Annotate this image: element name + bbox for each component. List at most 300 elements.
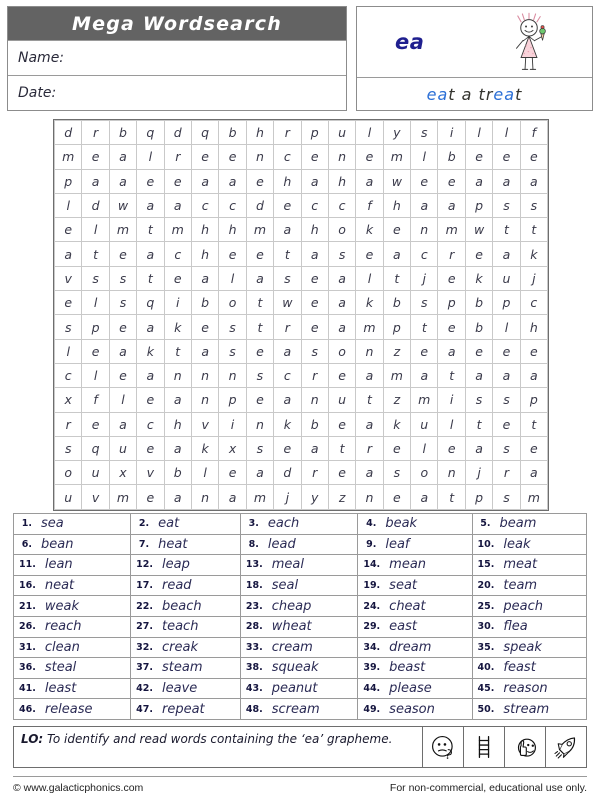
- word-list-item[interactable]: [358, 699, 472, 720]
- grid-cell[interactable]: l: [55, 193, 82, 217]
- grid-cell[interactable]: c: [274, 363, 301, 387]
- grid-cell[interactable]: p: [383, 315, 410, 339]
- grid-cell[interactable]: p: [493, 291, 520, 315]
- grid-cell[interactable]: a: [356, 169, 383, 193]
- grid-cell[interactable]: c: [164, 242, 191, 266]
- grid-cell[interactable]: w: [274, 291, 301, 315]
- grid-cell[interactable]: b: [438, 145, 465, 169]
- grid-cell[interactable]: r: [164, 145, 191, 169]
- grid-cell[interactable]: a: [164, 388, 191, 412]
- name-field[interactable]: [8, 40, 346, 75]
- grid-cell[interactable]: r: [274, 121, 301, 145]
- word-list-item[interactable]: [14, 555, 131, 576]
- grid-cell[interactable]: d: [164, 121, 191, 145]
- grid-cell[interactable]: p: [82, 315, 109, 339]
- word-list-item[interactable]: [358, 658, 472, 679]
- grid-cell[interactable]: s: [493, 485, 520, 509]
- word-list-item[interactable]: [131, 616, 241, 637]
- word-list-item[interactable]: [240, 596, 357, 617]
- word-list-item[interactable]: [14, 699, 131, 720]
- grid-cell[interactable]: s: [55, 436, 82, 460]
- grid-cell[interactable]: e: [383, 436, 410, 460]
- grid-cell[interactable]: e: [109, 363, 136, 387]
- grid-cell[interactable]: c: [411, 242, 438, 266]
- word-list-item[interactable]: [472, 658, 586, 679]
- grid-cell[interactable]: h: [301, 218, 328, 242]
- grid-cell[interactable]: t: [356, 388, 383, 412]
- grid-cell[interactable]: e: [493, 145, 520, 169]
- grid-cell[interactable]: e: [246, 169, 273, 193]
- word-list-item[interactable]: [131, 658, 241, 679]
- grid-cell[interactable]: s: [55, 315, 82, 339]
- grid-cell[interactable]: a: [411, 193, 438, 217]
- word-list-item[interactable]: [358, 575, 472, 596]
- grid-cell[interactable]: e: [411, 169, 438, 193]
- grid-cell[interactable]: e: [137, 388, 164, 412]
- grid-cell[interactable]: s: [411, 291, 438, 315]
- grid-cell[interactable]: c: [301, 193, 328, 217]
- grid-cell[interactable]: x: [55, 388, 82, 412]
- grid-cell[interactable]: t: [520, 412, 547, 436]
- grid-cell[interactable]: q: [137, 291, 164, 315]
- word-list-item[interactable]: [472, 596, 586, 617]
- grid-cell[interactable]: o: [219, 291, 246, 315]
- grid-cell[interactable]: e: [493, 412, 520, 436]
- grid-cell[interactable]: a: [109, 145, 136, 169]
- grid-cell[interactable]: n: [191, 363, 218, 387]
- wordsearch-grid[interactable]: [53, 119, 549, 511]
- grid-cell[interactable]: s: [493, 436, 520, 460]
- word-list-item[interactable]: [240, 616, 357, 637]
- grid-cell[interactable]: n: [246, 412, 273, 436]
- grid-cell[interactable]: a: [520, 363, 547, 387]
- grid-cell[interactable]: t: [137, 218, 164, 242]
- grid-cell[interactable]: e: [301, 145, 328, 169]
- grid-cell[interactable]: s: [465, 388, 492, 412]
- grid-cell[interactable]: s: [411, 121, 438, 145]
- grid-cell[interactable]: a: [164, 193, 191, 217]
- grid-cell[interactable]: m: [383, 363, 410, 387]
- grid-cell[interactable]: b: [164, 461, 191, 485]
- grid-cell[interactable]: n: [328, 145, 355, 169]
- grid-cell[interactable]: l: [465, 121, 492, 145]
- grid-cell[interactable]: a: [356, 363, 383, 387]
- grid-cell[interactable]: h: [191, 242, 218, 266]
- grid-cell[interactable]: o: [411, 461, 438, 485]
- grid-cell[interactable]: a: [137, 242, 164, 266]
- grid-cell[interactable]: s: [520, 193, 547, 217]
- word-list-item[interactable]: [240, 514, 357, 535]
- grid-cell[interactable]: p: [465, 485, 492, 509]
- grid-cell[interactable]: m: [109, 218, 136, 242]
- grid-cell[interactable]: p: [438, 291, 465, 315]
- grid-cell[interactable]: e: [246, 242, 273, 266]
- grid-cell[interactable]: e: [191, 145, 218, 169]
- grid-cell[interactable]: n: [219, 363, 246, 387]
- grid-cell[interactable]: e: [411, 339, 438, 363]
- grid-cell[interactable]: a: [520, 461, 547, 485]
- grid-cell[interactable]: a: [274, 218, 301, 242]
- grid-cell[interactable]: r: [301, 363, 328, 387]
- grid-cell[interactable]: l: [438, 412, 465, 436]
- grid-cell[interactable]: u: [109, 436, 136, 460]
- grid-cell[interactable]: e: [301, 291, 328, 315]
- word-list-item[interactable]: [14, 637, 131, 658]
- grid-cell[interactable]: a: [383, 242, 410, 266]
- grid-cell[interactable]: p: [55, 169, 82, 193]
- grid-cell[interactable]: n: [438, 461, 465, 485]
- grid-cell[interactable]: e: [520, 436, 547, 460]
- grid-cell[interactable]: a: [55, 242, 82, 266]
- grid-cell[interactable]: a: [438, 193, 465, 217]
- grid-cell[interactable]: e: [219, 242, 246, 266]
- grid-cell[interactable]: e: [356, 145, 383, 169]
- grid-cell[interactable]: m: [246, 485, 273, 509]
- grid-cell[interactable]: s: [274, 266, 301, 290]
- grid-cell[interactable]: s: [246, 363, 273, 387]
- grid-cell[interactable]: f: [520, 121, 547, 145]
- grid-cell[interactable]: a: [493, 363, 520, 387]
- grid-cell[interactable]: l: [82, 363, 109, 387]
- grid-cell[interactable]: u: [328, 121, 355, 145]
- word-list-item[interactable]: [358, 637, 472, 658]
- word-list-item[interactable]: [131, 514, 241, 535]
- grid-cell[interactable]: a: [493, 242, 520, 266]
- grid-cell[interactable]: h: [191, 218, 218, 242]
- grid-cell[interactable]: i: [438, 121, 465, 145]
- grid-cell[interactable]: u: [411, 412, 438, 436]
- grid-cell[interactable]: e: [438, 315, 465, 339]
- grid-cell[interactable]: e: [274, 436, 301, 460]
- grid-cell[interactable]: e: [383, 485, 410, 509]
- grid-cell[interactable]: a: [219, 485, 246, 509]
- grid-cell[interactable]: b: [109, 121, 136, 145]
- grid-cell[interactable]: v: [55, 266, 82, 290]
- grid-cell[interactable]: l: [493, 315, 520, 339]
- grid-cell[interactable]: r: [438, 242, 465, 266]
- grid-cell[interactable]: e: [520, 339, 547, 363]
- grid-cell[interactable]: e: [301, 266, 328, 290]
- grid-cell[interactable]: e: [328, 363, 355, 387]
- word-list-item[interactable]: [472, 637, 586, 658]
- grid-cell[interactable]: e: [438, 436, 465, 460]
- grid-cell[interactable]: a: [301, 436, 328, 460]
- word-list-item[interactable]: [14, 678, 131, 699]
- grid-cell[interactable]: e: [82, 145, 109, 169]
- grid-cell[interactable]: n: [164, 363, 191, 387]
- grid-cell[interactable]: t: [465, 412, 492, 436]
- word-list-item[interactable]: [240, 678, 357, 699]
- grid-cell[interactable]: y: [301, 485, 328, 509]
- grid-cell[interactable]: e: [55, 291, 82, 315]
- grid-cell[interactable]: m: [164, 218, 191, 242]
- grid-cell[interactable]: e: [109, 242, 136, 266]
- grid-cell[interactable]: e: [438, 266, 465, 290]
- grid-cell[interactable]: a: [411, 485, 438, 509]
- grid-cell[interactable]: e: [137, 169, 164, 193]
- grid-cell[interactable]: l: [411, 145, 438, 169]
- grid-cell[interactable]: d: [82, 193, 109, 217]
- grid-cell[interactable]: e: [465, 242, 492, 266]
- grid-cell[interactable]: p: [301, 121, 328, 145]
- word-list-item[interactable]: [472, 616, 586, 637]
- grid-cell[interactable]: f: [356, 193, 383, 217]
- word-list-item[interactable]: [472, 534, 586, 555]
- grid-cell[interactable]: e: [465, 145, 492, 169]
- grid-cell[interactable]: n: [356, 485, 383, 509]
- grid-cell[interactable]: e: [137, 436, 164, 460]
- grid-cell[interactable]: a: [164, 485, 191, 509]
- grid-cell[interactable]: j: [520, 266, 547, 290]
- grid-cell[interactable]: a: [356, 461, 383, 485]
- grid-cell[interactable]: n: [191, 388, 218, 412]
- grid-cell[interactable]: r: [493, 461, 520, 485]
- grid-cell[interactable]: e: [438, 169, 465, 193]
- grid-cell[interactable]: t: [383, 266, 410, 290]
- grid-cell[interactable]: t: [246, 291, 273, 315]
- grid-cell[interactable]: a: [82, 169, 109, 193]
- grid-cell[interactable]: w: [109, 193, 136, 217]
- word-list-item[interactable]: [131, 555, 241, 576]
- grid-cell[interactable]: e: [109, 315, 136, 339]
- grid-cell[interactable]: n: [356, 339, 383, 363]
- grid-cell[interactable]: e: [164, 169, 191, 193]
- grid-cell[interactable]: s: [328, 242, 355, 266]
- word-list-item[interactable]: [240, 555, 357, 576]
- grid-cell[interactable]: j: [274, 485, 301, 509]
- grid-cell[interactable]: a: [328, 315, 355, 339]
- grid-cell[interactable]: b: [383, 291, 410, 315]
- word-list-item[interactable]: [358, 678, 472, 699]
- self-assessment-rocket[interactable]: [545, 727, 586, 767]
- grid-cell[interactable]: a: [137, 315, 164, 339]
- grid-cell[interactable]: m: [356, 315, 383, 339]
- grid-cell[interactable]: e: [55, 218, 82, 242]
- grid-cell[interactable]: u: [82, 461, 109, 485]
- grid-cell[interactable]: e: [356, 242, 383, 266]
- grid-cell[interactable]: v: [82, 485, 109, 509]
- grid-cell[interactable]: c: [191, 193, 218, 217]
- grid-cell[interactable]: m: [383, 145, 410, 169]
- grid-cell[interactable]: t: [493, 218, 520, 242]
- grid-cell[interactable]: c: [137, 412, 164, 436]
- grid-cell[interactable]: p: [465, 193, 492, 217]
- word-list-item[interactable]: [14, 575, 131, 596]
- grid-cell[interactable]: h: [219, 218, 246, 242]
- word-list-item[interactable]: [472, 514, 586, 535]
- grid-cell[interactable]: k: [356, 291, 383, 315]
- grid-cell[interactable]: q: [137, 121, 164, 145]
- grid-cell[interactable]: s: [493, 193, 520, 217]
- grid-cell[interactable]: h: [328, 169, 355, 193]
- grid-cell[interactable]: v: [137, 461, 164, 485]
- grid-cell[interactable]: a: [164, 436, 191, 460]
- grid-cell[interactable]: c: [274, 145, 301, 169]
- grid-cell[interactable]: z: [328, 485, 355, 509]
- grid-cell[interactable]: a: [219, 169, 246, 193]
- grid-cell[interactable]: s: [219, 315, 246, 339]
- grid-cell[interactable]: o: [328, 218, 355, 242]
- grid-cell[interactable]: r: [356, 436, 383, 460]
- grid-cell[interactable]: m: [411, 388, 438, 412]
- grid-cell[interactable]: a: [246, 266, 273, 290]
- grid-cell[interactable]: e: [274, 193, 301, 217]
- grid-cell[interactable]: d: [246, 193, 273, 217]
- grid-cell[interactable]: x: [219, 436, 246, 460]
- word-list-item[interactable]: [131, 637, 241, 658]
- grid-cell[interactable]: e: [219, 461, 246, 485]
- grid-cell[interactable]: h: [246, 121, 273, 145]
- grid-cell[interactable]: a: [328, 266, 355, 290]
- word-list-item[interactable]: [131, 699, 241, 720]
- word-list-item[interactable]: [472, 678, 586, 699]
- grid-cell[interactable]: a: [246, 461, 273, 485]
- grid-cell[interactable]: r: [55, 412, 82, 436]
- grid-cell[interactable]: z: [383, 339, 410, 363]
- grid-cell[interactable]: c: [328, 193, 355, 217]
- grid-cell[interactable]: t: [137, 266, 164, 290]
- grid-cell[interactable]: i: [438, 388, 465, 412]
- grid-cell[interactable]: a: [411, 363, 438, 387]
- grid-cell[interactable]: e: [520, 145, 547, 169]
- grid-cell[interactable]: e: [301, 315, 328, 339]
- word-list-item[interactable]: [14, 596, 131, 617]
- grid-cell[interactable]: a: [191, 169, 218, 193]
- grid-cell[interactable]: b: [219, 121, 246, 145]
- grid-cell[interactable]: l: [219, 266, 246, 290]
- grid-cell[interactable]: p: [520, 388, 547, 412]
- grid-cell[interactable]: k: [164, 315, 191, 339]
- grid-cell[interactable]: k: [137, 339, 164, 363]
- word-list-item[interactable]: [472, 555, 586, 576]
- grid-cell[interactable]: a: [438, 339, 465, 363]
- grid-cell[interactable]: e: [493, 339, 520, 363]
- grid-cell[interactable]: w: [465, 218, 492, 242]
- grid-cell[interactable]: n: [246, 145, 273, 169]
- grid-cell[interactable]: i: [219, 412, 246, 436]
- grid-cell[interactable]: a: [356, 412, 383, 436]
- grid-cell[interactable]: i: [164, 291, 191, 315]
- grid-cell[interactable]: p: [219, 388, 246, 412]
- grid-cell[interactable]: k: [191, 436, 218, 460]
- word-list-item[interactable]: [14, 534, 131, 555]
- grid-cell[interactable]: a: [137, 363, 164, 387]
- grid-cell[interactable]: n: [301, 388, 328, 412]
- grid-cell[interactable]: m: [109, 485, 136, 509]
- grid-cell[interactable]: k: [465, 266, 492, 290]
- grid-cell[interactable]: a: [191, 266, 218, 290]
- grid-cell[interactable]: v: [191, 412, 218, 436]
- grid-cell[interactable]: t: [274, 242, 301, 266]
- grid-cell[interactable]: e: [383, 218, 410, 242]
- word-list-item[interactable]: [240, 534, 357, 555]
- grid-cell[interactable]: a: [274, 388, 301, 412]
- grid-cell[interactable]: l: [137, 145, 164, 169]
- grid-cell[interactable]: j: [465, 461, 492, 485]
- grid-cell[interactable]: k: [383, 412, 410, 436]
- word-list-item[interactable]: [14, 514, 131, 535]
- grid-cell[interactable]: b: [465, 315, 492, 339]
- grid-cell[interactable]: u: [493, 266, 520, 290]
- grid-cell[interactable]: e: [246, 339, 273, 363]
- word-list-item[interactable]: [472, 575, 586, 596]
- grid-cell[interactable]: s: [301, 339, 328, 363]
- grid-cell[interactable]: w: [383, 169, 410, 193]
- grid-cell[interactable]: t: [246, 315, 273, 339]
- grid-cell[interactable]: a: [465, 436, 492, 460]
- grid-cell[interactable]: c: [55, 363, 82, 387]
- grid-cell[interactable]: l: [82, 291, 109, 315]
- word-list-item[interactable]: [358, 616, 472, 637]
- grid-cell[interactable]: b: [301, 412, 328, 436]
- grid-cell[interactable]: e: [465, 339, 492, 363]
- grid-cell[interactable]: h: [164, 412, 191, 436]
- grid-cell[interactable]: d: [55, 121, 82, 145]
- grid-cell[interactable]: t: [520, 218, 547, 242]
- grid-cell[interactable]: k: [520, 242, 547, 266]
- grid-cell[interactable]: y: [383, 121, 410, 145]
- word-list-item[interactable]: [131, 575, 241, 596]
- grid-cell[interactable]: m: [438, 218, 465, 242]
- grid-cell[interactable]: e: [328, 412, 355, 436]
- grid-cell[interactable]: k: [356, 218, 383, 242]
- grid-cell[interactable]: a: [274, 339, 301, 363]
- grid-cell[interactable]: e: [219, 145, 246, 169]
- grid-cell[interactable]: j: [411, 266, 438, 290]
- grid-cell[interactable]: t: [328, 436, 355, 460]
- grid-cell[interactable]: e: [82, 339, 109, 363]
- word-list-item[interactable]: [240, 637, 357, 658]
- grid-cell[interactable]: m: [520, 485, 547, 509]
- grid-cell[interactable]: r: [301, 461, 328, 485]
- grid-cell[interactable]: a: [191, 339, 218, 363]
- grid-cell[interactable]: u: [55, 485, 82, 509]
- grid-cell[interactable]: s: [109, 266, 136, 290]
- date-field[interactable]: [8, 75, 346, 110]
- grid-cell[interactable]: s: [82, 266, 109, 290]
- grid-cell[interactable]: s: [219, 339, 246, 363]
- grid-cell[interactable]: a: [301, 242, 328, 266]
- grid-cell[interactable]: u: [328, 388, 355, 412]
- grid-cell[interactable]: m: [246, 218, 273, 242]
- grid-cell[interactable]: e: [164, 266, 191, 290]
- grid-cell[interactable]: a: [493, 169, 520, 193]
- grid-cell[interactable]: c: [219, 193, 246, 217]
- grid-cell[interactable]: l: [191, 461, 218, 485]
- grid-cell[interactable]: t: [438, 363, 465, 387]
- word-list-item[interactable]: [358, 596, 472, 617]
- grid-cell[interactable]: a: [301, 169, 328, 193]
- word-list-item[interactable]: [358, 555, 472, 576]
- grid-cell[interactable]: d: [274, 461, 301, 485]
- grid-cell[interactable]: r: [82, 121, 109, 145]
- grid-cell[interactable]: q: [82, 436, 109, 460]
- grid-cell[interactable]: a: [465, 169, 492, 193]
- grid-cell[interactable]: l: [356, 121, 383, 145]
- grid-cell[interactable]: z: [383, 388, 410, 412]
- grid-cell[interactable]: t: [438, 485, 465, 509]
- grid-cell[interactable]: a: [109, 412, 136, 436]
- grid-cell[interactable]: q: [191, 121, 218, 145]
- grid-cell[interactable]: r: [274, 315, 301, 339]
- self-assessment-thinking[interactable]: [422, 727, 463, 767]
- word-list-item[interactable]: [14, 658, 131, 679]
- word-list-item[interactable]: [131, 534, 241, 555]
- grid-cell[interactable]: t: [411, 315, 438, 339]
- word-list-item[interactable]: [240, 658, 357, 679]
- grid-cell[interactable]: l: [493, 121, 520, 145]
- grid-cell[interactable]: l: [55, 339, 82, 363]
